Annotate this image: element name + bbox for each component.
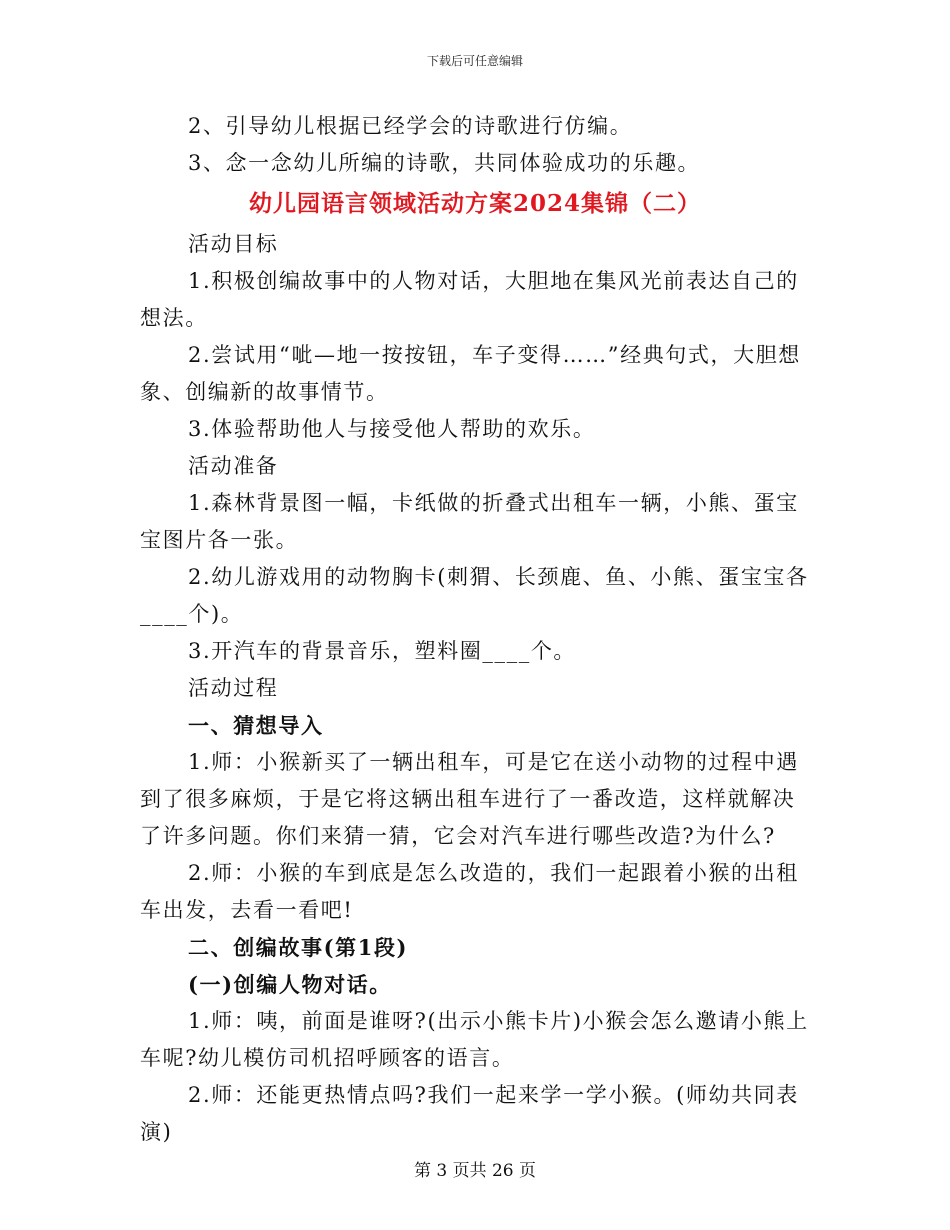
paragraph: 2.尝试用“呲—地一按按钮，车子变得……”经典句式，大胆想象、创编新的故事情节。 [140,343,801,404]
page-footer: 第 3 页共 26 页 [413,1161,537,1181]
subheading-prep: 活动准备 [188,454,279,478]
paragraph: 3、念一念幼儿所编的诗歌，共同体验成功的乐趣。 [188,151,701,175]
paragraph: 2.师：小猴的车到底是怎么改造的，我们一起跟着小猴的出租车出发，去看一看吧! [140,861,799,922]
paragraph: 3.开汽车的背景音乐，塑料圈____个。 [188,639,577,663]
paragraph: 1.积极创编故事中的人物对话，大胆地在集风光前表达自己的想法。 [140,269,799,330]
document-body [140,108,810,1151]
paragraph: 3.体验帮助他人与接受他人帮助的欢乐。 [188,417,596,441]
paragraph: 2.幼儿游戏用的动物胸卡(刺猬、长颈鹿、鱼、小熊、蛋宝宝各____个)。 [140,565,809,626]
paragraph: 2.师：还能更热情点吗?我们一起来学一学小猴。(师幼共同表演) [140,1083,799,1144]
step-heading: 二、创编故事(第1段) [188,935,409,960]
section-title: 幼儿园语言领域活动方案2024集锦（二） [248,190,701,217]
paragraph: 2、引导幼儿根据已经学会的诗歌进行仿编。 [188,114,633,138]
paragraph: 1.师：咦，前面是谁呀?(出示小熊卡片)小猴会怎么邀请小熊上车呢?幼儿模仿司机招呼顾客的语言。 [140,1009,809,1070]
paragraph: 1.森林背景图一幅，卡纸做的折叠式出租车一辆，小熊、蛋宝宝图片各一张。 [140,491,799,552]
subheading-process: 活动过程 [188,676,279,700]
page-header: 下载后可任意编辑 [426,54,523,68]
paragraph: 1.师：小猴新买了一辆出租车，可是它在送小动物的过程中遇到了很多麻烦，于是它将这辆出租车进行了一番改造，这样就解决了许多问题。你们来猜一猜，它会对汽车进行哪些改造?为什么? [140,750,799,848]
sub-step-heading: (一)创编人物对话。 [188,972,392,997]
subheading-goal: 活动目标 [188,232,279,256]
step-heading: 一、猜想导入 [188,713,324,738]
